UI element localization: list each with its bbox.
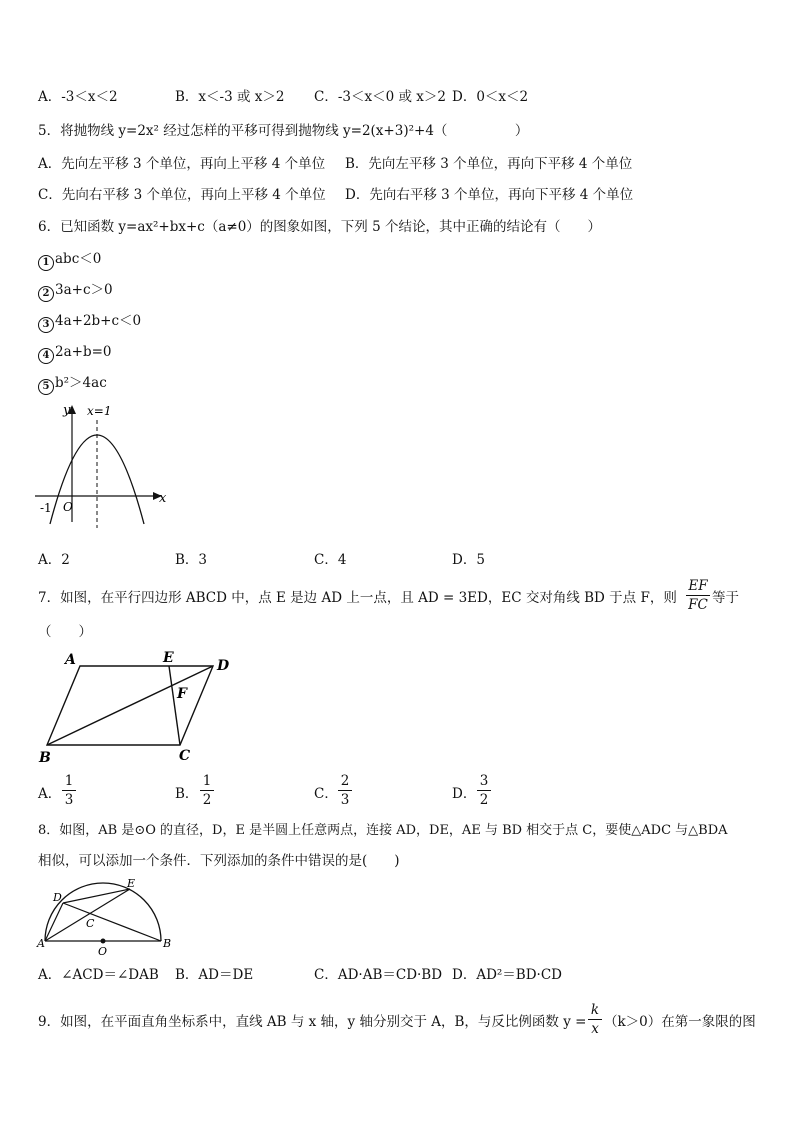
point-o-label: O [98, 945, 108, 956]
point-d-label: D [217, 658, 230, 674]
q5-option-a: A．先向左平移 3 个单位，再向上平移 4 个单位 [38, 156, 326, 172]
x-axis-label: x [159, 491, 167, 506]
q8-option-c: C．AD·AB＝CD·BD [314, 967, 443, 983]
fraction-numerator: EF [686, 578, 710, 596]
q4-option-c: C．-3＜x＜0 或 x＞2 [314, 89, 446, 105]
fraction-numerator: k [588, 1002, 602, 1020]
fraction-denominator: x [591, 1021, 599, 1037]
q5-option-c: C．先向右平移 3 个单位，再向上平移 4 个单位 [38, 187, 326, 203]
circled-number: 3 [38, 317, 54, 333]
neg-one-label: -1 [40, 501, 52, 515]
semicircle-arc [45, 883, 161, 941]
point-f-label: F [177, 686, 187, 702]
q7-fraction [686, 578, 710, 613]
fraction-numerator: 2 [338, 773, 352, 791]
point-e-label: E [163, 650, 174, 666]
q5-stem: 5．将抛物线 y=2x² 经过怎样的平移可得到抛物线 y=2(x+3)²+4（ ） [38, 123, 529, 139]
circled-number: 4 [38, 348, 54, 364]
fraction-numerator: 1 [200, 773, 214, 791]
q7-stem-end: 等于 [712, 590, 739, 606]
q4-option-a: A．-3＜x＜2 [38, 89, 118, 105]
fraction-denominator: 2 [202, 792, 212, 808]
statement-text: 2a+b=0 [55, 344, 112, 360]
point-d-label: D [53, 891, 62, 904]
q6-statement-3 [38, 312, 141, 333]
q4-option-d: D．0＜x＜2 [452, 89, 529, 105]
q6-statement-1 [38, 250, 101, 271]
statement-text: b²＞4ac [55, 375, 107, 391]
diagonal-bd [47, 666, 213, 745]
q7-option-c-label: C． [314, 786, 338, 802]
q7-option-d-fraction [477, 773, 491, 808]
q6-statement-4 [38, 343, 112, 364]
circled-number: 1 [38, 255, 54, 271]
q7-option-b-label: B． [175, 786, 199, 802]
point-b-label: B [163, 937, 172, 950]
q8-semicircle-figure [35, 876, 175, 956]
q9-stem: 9．如图，在平面直角坐标系中，直线 AB 与 x 轴，y 轴分别交于 A，B，与反比例函数 y = [38, 1014, 587, 1030]
q6-stem: 6．已知函数 y=ax²+bx+c（a≠0）的图象如图，下列 5 个结论，其中正确的结论有（ ） [38, 219, 601, 235]
fraction-denominator: 3 [64, 792, 74, 808]
q7-option-c-fraction [338, 773, 352, 808]
fraction-denominator: FC [688, 597, 708, 613]
q7-option-d-label: D． [452, 786, 477, 802]
segment-ec [169, 666, 180, 745]
q9-fraction [588, 1002, 602, 1037]
q6-option-c: C．4 [314, 552, 347, 568]
point-a-label: A [65, 652, 76, 668]
segment-bd [63, 903, 161, 941]
point-a-label: A [37, 937, 45, 950]
point-b-label: B [39, 750, 51, 766]
q6-option-a: A．2 [38, 552, 70, 568]
q7-option-a-label: A． [38, 786, 62, 802]
q7-parallelogram-figure [35, 648, 235, 768]
q8-option-a: A．∠ACD＝∠DAB [38, 967, 159, 983]
y-axis-label: y [63, 403, 71, 418]
center-o-point [101, 939, 106, 944]
q7-option-b-fraction [200, 773, 214, 808]
q5-option-d: D．先向右平移 3 个单位，再向下平移 4 个单位 [345, 187, 634, 203]
fraction-denominator: 2 [479, 792, 489, 808]
q9-stem-end: （k＞0）在第一象限的图 [604, 1014, 756, 1030]
q6-statement-2 [38, 281, 113, 302]
q7-paren: （ ） [38, 624, 92, 640]
origin-label: O [63, 500, 73, 514]
statement-text: 4a+2b+c＜0 [55, 313, 142, 329]
point-e-label: E [127, 877, 136, 890]
q5-option-b: B．先向左平移 3 个单位，再向下平移 4 个单位 [345, 156, 633, 172]
circled-number: 2 [38, 286, 54, 302]
q7-stem: 7．如图，在平行四边形 ABCD 中，点 E 是边 AD 上一点，且 AD = 3ED，EC 交对角线 BD 于点 F，则 [38, 590, 677, 606]
point-c-label: C [86, 917, 95, 930]
statement-text: abc＜0 [55, 251, 102, 267]
fraction-numerator: 3 [477, 773, 491, 791]
q4-option-b: B．x＜-3 或 x＞2 [175, 89, 285, 105]
q8-stem-line1: 8．如图，AB 是⊙O 的直径，D，E 是半圆上任意两点，连接 AD，DE，AE 与 BD 相交于点 C，要使△ADC 与△BDA [38, 823, 728, 838]
q8-option-d: D．AD²＝BD·CD [452, 967, 562, 983]
fraction-numerator: 1 [62, 773, 76, 791]
q6-statement-5 [38, 374, 107, 395]
point-c-label: C [179, 748, 191, 764]
q8-stem-line2: 相似，可以添加一个条件．下列添加的条件中错误的是( ) [38, 853, 400, 869]
fraction-denominator: 3 [340, 792, 350, 808]
q7-option-a-fraction [62, 773, 76, 808]
statement-text: 3a+c＞0 [55, 282, 113, 298]
q6-parabola-figure [30, 398, 180, 528]
q6-option-d: D．5 [452, 552, 485, 568]
symmetry-axis-label: x=1 [87, 404, 112, 418]
q6-option-b: B．3 [175, 552, 208, 568]
circled-number: 5 [38, 379, 54, 395]
q8-option-b: B．AD＝DE [175, 967, 254, 983]
